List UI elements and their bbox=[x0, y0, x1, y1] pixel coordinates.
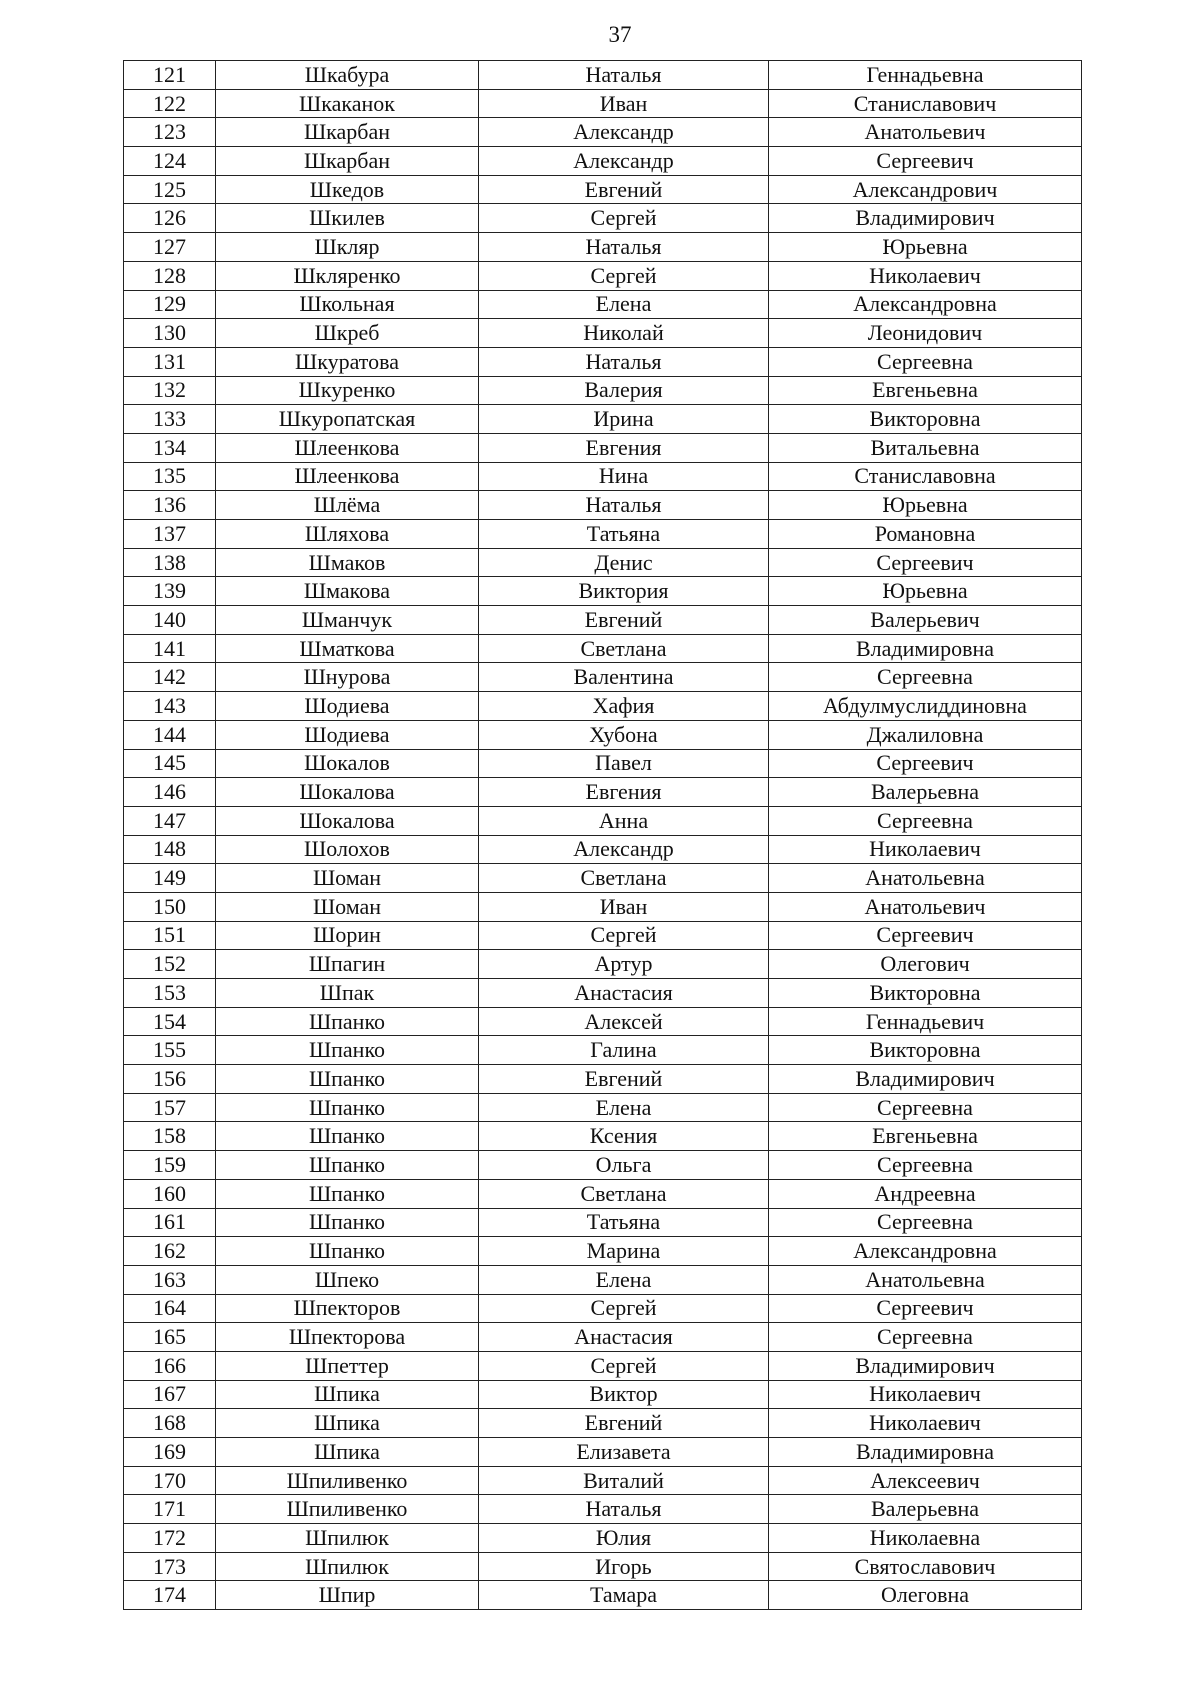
surname-cell: Шкляр bbox=[216, 233, 479, 262]
first-name-cell: Светлана bbox=[479, 634, 769, 663]
surname-cell: Шпика bbox=[216, 1380, 479, 1409]
patronymic-cell: Евгеньевна bbox=[769, 376, 1082, 405]
row-number-cell: 147 bbox=[124, 806, 216, 835]
row-number-cell: 123 bbox=[124, 118, 216, 147]
table-row bbox=[124, 892, 1082, 921]
table-row bbox=[124, 118, 1082, 147]
table-row bbox=[124, 376, 1082, 405]
patronymic-cell: Юрьевна bbox=[769, 233, 1082, 262]
row-number-cell: 169 bbox=[124, 1438, 216, 1467]
row-number-cell: 163 bbox=[124, 1265, 216, 1294]
table-row bbox=[124, 1409, 1082, 1438]
surname-cell: Шкабура bbox=[216, 61, 479, 90]
row-number-cell: 130 bbox=[124, 319, 216, 348]
first-name-cell: Сергей bbox=[479, 921, 769, 950]
first-name-cell: Хафия bbox=[479, 692, 769, 721]
surname-cell: Шпекторова bbox=[216, 1323, 479, 1352]
patronymic-cell: Сергеевич bbox=[769, 1294, 1082, 1323]
surname-cell: Шпанко bbox=[216, 1179, 479, 1208]
surname-cell: Шпанко bbox=[216, 1208, 479, 1237]
patronymic-cell: Сергеевич bbox=[769, 921, 1082, 950]
first-name-cell: Хубона bbox=[479, 720, 769, 749]
first-name-cell: Иван bbox=[479, 89, 769, 118]
table-row bbox=[124, 61, 1082, 90]
table-row bbox=[124, 147, 1082, 176]
row-number-cell: 122 bbox=[124, 89, 216, 118]
patronymic-cell: Сергеевна bbox=[769, 1208, 1082, 1237]
table-row bbox=[124, 1122, 1082, 1151]
surname-cell: Шмаков bbox=[216, 548, 479, 577]
first-name-cell: Алексей bbox=[479, 1007, 769, 1036]
surname-cell: Шолохов bbox=[216, 835, 479, 864]
first-name-cell: Евгения bbox=[479, 433, 769, 462]
patronymic-cell: Владимировна bbox=[769, 1438, 1082, 1467]
surname-cell: Шпилюк bbox=[216, 1524, 479, 1553]
table-row bbox=[124, 835, 1082, 864]
patronymic-cell: Алексеевич bbox=[769, 1466, 1082, 1495]
row-number-cell: 132 bbox=[124, 376, 216, 405]
patronymic-cell: Юрьевна bbox=[769, 577, 1082, 606]
row-number-cell: 152 bbox=[124, 950, 216, 979]
patronymic-cell: Викторовна bbox=[769, 979, 1082, 1008]
row-number-cell: 168 bbox=[124, 1409, 216, 1438]
page-number: 37 bbox=[608, 22, 632, 47]
row-number-cell: 143 bbox=[124, 692, 216, 721]
row-number-cell: 160 bbox=[124, 1179, 216, 1208]
first-name-cell: Евгений bbox=[479, 175, 769, 204]
table-row bbox=[124, 1294, 1082, 1323]
patronymic-cell: Валерьевна bbox=[769, 778, 1082, 807]
first-name-cell: Светлана bbox=[479, 864, 769, 893]
first-name-cell: Денис bbox=[479, 548, 769, 577]
row-number-cell: 161 bbox=[124, 1208, 216, 1237]
first-name-cell: Николай bbox=[479, 319, 769, 348]
first-name-cell: Светлана bbox=[479, 1179, 769, 1208]
table-row bbox=[124, 1495, 1082, 1524]
first-name-cell: Тамара bbox=[479, 1581, 769, 1610]
first-name-cell: Наталья bbox=[479, 233, 769, 262]
table-row bbox=[124, 864, 1082, 893]
first-name-cell: Евгений bbox=[479, 606, 769, 635]
patronymic-cell: Станиславович bbox=[769, 89, 1082, 118]
patronymic-cell: Витальевна bbox=[769, 433, 1082, 462]
patronymic-cell: Александровна bbox=[769, 1237, 1082, 1266]
table-row bbox=[124, 663, 1082, 692]
first-name-cell: Сергей bbox=[479, 1351, 769, 1380]
surname-cell: Шпеко bbox=[216, 1265, 479, 1294]
first-name-cell: Елизавета bbox=[479, 1438, 769, 1467]
surname-cell: Шнурова bbox=[216, 663, 479, 692]
row-number-cell: 141 bbox=[124, 634, 216, 663]
first-name-cell: Валентина bbox=[479, 663, 769, 692]
table-row bbox=[124, 1466, 1082, 1495]
surname-cell: Шоман bbox=[216, 892, 479, 921]
surname-cell: Школьная bbox=[216, 290, 479, 319]
row-number-cell: 127 bbox=[124, 233, 216, 262]
table-row bbox=[124, 1351, 1082, 1380]
table-row bbox=[124, 1524, 1082, 1553]
first-name-cell: Наталья bbox=[479, 347, 769, 376]
row-number-cell: 149 bbox=[124, 864, 216, 893]
row-number-cell: 167 bbox=[124, 1380, 216, 1409]
table-row bbox=[124, 462, 1082, 491]
first-name-cell: Елена bbox=[479, 1265, 769, 1294]
surname-cell: Шкуренко bbox=[216, 376, 479, 405]
row-number-cell: 121 bbox=[124, 61, 216, 90]
row-number-cell: 157 bbox=[124, 1093, 216, 1122]
surname-cell: Шорин bbox=[216, 921, 479, 950]
table-row bbox=[124, 1208, 1082, 1237]
row-number-cell: 172 bbox=[124, 1524, 216, 1553]
first-name-cell: Елена bbox=[479, 1093, 769, 1122]
surname-cell: Шпак bbox=[216, 979, 479, 1008]
surname-cell: Шкарбан bbox=[216, 118, 479, 147]
surname-cell: Шпанко bbox=[216, 1036, 479, 1065]
row-number-cell: 129 bbox=[124, 290, 216, 319]
surname-cell: Шлеенкова bbox=[216, 433, 479, 462]
row-number-cell: 146 bbox=[124, 778, 216, 807]
patronymic-cell: Николаевна bbox=[769, 1524, 1082, 1553]
patronymic-cell: Николаевич bbox=[769, 261, 1082, 290]
surname-cell: Шкилев bbox=[216, 204, 479, 233]
table-row bbox=[124, 347, 1082, 376]
row-number-cell: 153 bbox=[124, 979, 216, 1008]
table-row bbox=[124, 1552, 1082, 1581]
first-name-cell: Александр bbox=[479, 835, 769, 864]
first-name-cell: Галина bbox=[479, 1036, 769, 1065]
surname-cell: Шкуратова bbox=[216, 347, 479, 376]
surname-cell: Шлеенкова bbox=[216, 462, 479, 491]
patronymic-cell: Владимирович bbox=[769, 204, 1082, 233]
table-row bbox=[124, 290, 1082, 319]
surname-cell: Шматкова bbox=[216, 634, 479, 663]
table-row bbox=[124, 433, 1082, 462]
table-row bbox=[124, 1179, 1082, 1208]
table-row bbox=[124, 1438, 1082, 1467]
patronymic-cell: Викторовна bbox=[769, 1036, 1082, 1065]
table-row bbox=[124, 950, 1082, 979]
row-number-cell: 156 bbox=[124, 1065, 216, 1094]
first-name-cell: Виталий bbox=[479, 1466, 769, 1495]
patronymic-cell: Романовна bbox=[769, 520, 1082, 549]
row-number-cell: 151 bbox=[124, 921, 216, 950]
first-name-cell: Ксения bbox=[479, 1122, 769, 1151]
patronymic-cell: Андреевна bbox=[769, 1179, 1082, 1208]
row-number-cell: 171 bbox=[124, 1495, 216, 1524]
patronymic-cell: Николаевич bbox=[769, 1409, 1082, 1438]
surname-cell: Шкедов bbox=[216, 175, 479, 204]
first-name-cell: Сергей bbox=[479, 261, 769, 290]
patronymic-cell: Валерьевна bbox=[769, 1495, 1082, 1524]
patronymic-cell: Валерьевич bbox=[769, 606, 1082, 635]
surname-cell: Шпагин bbox=[216, 950, 479, 979]
first-name-cell: Анастасия bbox=[479, 979, 769, 1008]
patronymic-cell: Сергеевна bbox=[769, 806, 1082, 835]
table-row bbox=[124, 1323, 1082, 1352]
row-number-cell: 135 bbox=[124, 462, 216, 491]
first-name-cell: Елена bbox=[479, 290, 769, 319]
row-number-cell: 165 bbox=[124, 1323, 216, 1352]
surname-cell: Шпанко bbox=[216, 1065, 479, 1094]
table-row bbox=[124, 577, 1082, 606]
row-number-cell: 155 bbox=[124, 1036, 216, 1065]
patronymic-cell: Владимировна bbox=[769, 634, 1082, 663]
table-row bbox=[124, 692, 1082, 721]
row-number-cell: 139 bbox=[124, 577, 216, 606]
table-row bbox=[124, 634, 1082, 663]
first-name-cell: Евгения bbox=[479, 778, 769, 807]
table-row bbox=[124, 233, 1082, 262]
surname-cell: Шокалова bbox=[216, 778, 479, 807]
row-number-cell: 125 bbox=[124, 175, 216, 204]
surname-cell: Шодиева bbox=[216, 692, 479, 721]
patronymic-cell: Николаевич bbox=[769, 835, 1082, 864]
surname-cell: Шкуропатская bbox=[216, 405, 479, 434]
table-row bbox=[124, 1007, 1082, 1036]
patronymic-cell: Юрьевна bbox=[769, 491, 1082, 520]
surname-cell: Шокалов bbox=[216, 749, 479, 778]
surname-cell: Шпика bbox=[216, 1438, 479, 1467]
surname-cell: Шпилюк bbox=[216, 1552, 479, 1581]
first-name-cell: Сергей bbox=[479, 204, 769, 233]
surname-cell: Шкреб bbox=[216, 319, 479, 348]
patronymic-cell: Сергеевич bbox=[769, 749, 1082, 778]
table-row bbox=[124, 1093, 1082, 1122]
table-row bbox=[124, 261, 1082, 290]
surname-cell: Шлёма bbox=[216, 491, 479, 520]
surname-cell: Шпиливенко bbox=[216, 1495, 479, 1524]
patronymic-cell: Геннадьевна bbox=[769, 61, 1082, 90]
row-number-cell: 164 bbox=[124, 1294, 216, 1323]
table-row bbox=[124, 806, 1082, 835]
patronymic-cell: Анатольевич bbox=[769, 892, 1082, 921]
row-number-cell: 140 bbox=[124, 606, 216, 635]
patronymic-cell: Александрович bbox=[769, 175, 1082, 204]
patronymic-cell: Сергеевна bbox=[769, 663, 1082, 692]
table-row bbox=[124, 979, 1082, 1008]
first-name-cell: Юлия bbox=[479, 1524, 769, 1553]
surname-cell: Шкляренко bbox=[216, 261, 479, 290]
table-row bbox=[124, 1065, 1082, 1094]
surname-cell: Шпика bbox=[216, 1409, 479, 1438]
patronymic-cell: Геннадьевич bbox=[769, 1007, 1082, 1036]
row-number-cell: 142 bbox=[124, 663, 216, 692]
table-row bbox=[124, 1265, 1082, 1294]
row-number-cell: 150 bbox=[124, 892, 216, 921]
first-name-cell: Нина bbox=[479, 462, 769, 491]
patronymic-cell: Святославович bbox=[769, 1552, 1082, 1581]
register-table-body bbox=[124, 61, 1082, 1610]
first-name-cell: Татьяна bbox=[479, 520, 769, 549]
surname-cell: Шпир bbox=[216, 1581, 479, 1610]
surname-cell: Шкарбан bbox=[216, 147, 479, 176]
row-number-cell: 154 bbox=[124, 1007, 216, 1036]
table-row bbox=[124, 204, 1082, 233]
first-name-cell: Виктория bbox=[479, 577, 769, 606]
row-number-cell: 158 bbox=[124, 1122, 216, 1151]
row-number-cell: 144 bbox=[124, 720, 216, 749]
surname-cell: Шпанко bbox=[216, 1151, 479, 1180]
row-number-cell: 173 bbox=[124, 1552, 216, 1581]
row-number-cell: 170 bbox=[124, 1466, 216, 1495]
row-number-cell: 137 bbox=[124, 520, 216, 549]
surname-cell: Шодиева bbox=[216, 720, 479, 749]
table-row bbox=[124, 1151, 1082, 1180]
table-row bbox=[124, 405, 1082, 434]
row-number-cell: 166 bbox=[124, 1351, 216, 1380]
first-name-cell: Марина bbox=[479, 1237, 769, 1266]
patronymic-cell: Сергеевич bbox=[769, 548, 1082, 577]
table-row bbox=[124, 175, 1082, 204]
name-register-table bbox=[123, 60, 1082, 1610]
row-number-cell: 159 bbox=[124, 1151, 216, 1180]
table-row bbox=[124, 1581, 1082, 1610]
row-number-cell: 174 bbox=[124, 1581, 216, 1610]
first-name-cell: Евгений bbox=[479, 1065, 769, 1094]
patronymic-cell: Сергеевна bbox=[769, 1093, 1082, 1122]
patronymic-cell: Станиславовна bbox=[769, 462, 1082, 491]
first-name-cell: Ирина bbox=[479, 405, 769, 434]
table-row bbox=[124, 491, 1082, 520]
table-row bbox=[124, 606, 1082, 635]
patronymic-cell: Владимирович bbox=[769, 1351, 1082, 1380]
first-name-cell: Анна bbox=[479, 806, 769, 835]
patronymic-cell: Викторовна bbox=[769, 405, 1082, 434]
patronymic-cell: Анатольевич bbox=[769, 118, 1082, 147]
surname-cell: Шманчук bbox=[216, 606, 479, 635]
table-row bbox=[124, 1380, 1082, 1409]
surname-cell: Шпиливенко bbox=[216, 1466, 479, 1495]
first-name-cell: Татьяна bbox=[479, 1208, 769, 1237]
table-row bbox=[124, 749, 1082, 778]
first-name-cell: Валерия bbox=[479, 376, 769, 405]
row-number-cell: 126 bbox=[124, 204, 216, 233]
row-number-cell: 134 bbox=[124, 433, 216, 462]
patronymic-cell: Сергеевна bbox=[769, 1151, 1082, 1180]
patronymic-cell: Анатольевна bbox=[769, 1265, 1082, 1294]
surname-cell: Шокалова bbox=[216, 806, 479, 835]
surname-cell: Шпекторов bbox=[216, 1294, 479, 1323]
row-number-cell: 124 bbox=[124, 147, 216, 176]
row-number-cell: 136 bbox=[124, 491, 216, 520]
first-name-cell: Анастасия bbox=[479, 1323, 769, 1352]
patronymic-cell: Владимирович bbox=[769, 1065, 1082, 1094]
first-name-cell: Сергей bbox=[479, 1294, 769, 1323]
table-row bbox=[124, 921, 1082, 950]
patronymic-cell: Джалиловна bbox=[769, 720, 1082, 749]
patronymic-cell: Леонидович bbox=[769, 319, 1082, 348]
patronymic-cell: Александровна bbox=[769, 290, 1082, 319]
table-row bbox=[124, 1237, 1082, 1266]
surname-cell: Шляхова bbox=[216, 520, 479, 549]
first-name-cell: Наталья bbox=[479, 491, 769, 520]
first-name-cell: Виктор bbox=[479, 1380, 769, 1409]
surname-cell: Шмакова bbox=[216, 577, 479, 606]
patronymic-cell: Анатольевна bbox=[769, 864, 1082, 893]
table-row bbox=[124, 548, 1082, 577]
first-name-cell: Александр bbox=[479, 147, 769, 176]
table-row bbox=[124, 89, 1082, 118]
patronymic-cell: Николаевич bbox=[769, 1380, 1082, 1409]
table-row bbox=[124, 720, 1082, 749]
row-number-cell: 131 bbox=[124, 347, 216, 376]
surname-cell: Шпеттер bbox=[216, 1351, 479, 1380]
first-name-cell: Артур bbox=[479, 950, 769, 979]
table-row bbox=[124, 319, 1082, 348]
row-number-cell: 145 bbox=[124, 749, 216, 778]
first-name-cell: Игорь bbox=[479, 1552, 769, 1581]
table-row bbox=[124, 1036, 1082, 1065]
patronymic-cell: Абдулмуслиддиновна bbox=[769, 692, 1082, 721]
patronymic-cell: Сергеевич bbox=[769, 147, 1082, 176]
table-row bbox=[124, 520, 1082, 549]
first-name-cell: Наталья bbox=[479, 61, 769, 90]
patronymic-cell: Сергеевна bbox=[769, 1323, 1082, 1352]
table-row bbox=[124, 778, 1082, 807]
surname-cell: Шпанко bbox=[216, 1093, 479, 1122]
patronymic-cell: Олеговна bbox=[769, 1581, 1082, 1610]
surname-cell: Шкаканок bbox=[216, 89, 479, 118]
surname-cell: Шпанко bbox=[216, 1122, 479, 1151]
row-number-cell: 138 bbox=[124, 548, 216, 577]
row-number-cell: 148 bbox=[124, 835, 216, 864]
row-number-cell: 128 bbox=[124, 261, 216, 290]
first-name-cell: Евгений bbox=[479, 1409, 769, 1438]
first-name-cell: Ольга bbox=[479, 1151, 769, 1180]
patronymic-cell: Евгеньевна bbox=[769, 1122, 1082, 1151]
patronymic-cell: Сергеевна bbox=[769, 347, 1082, 376]
first-name-cell: Павел bbox=[479, 749, 769, 778]
surname-cell: Шоман bbox=[216, 864, 479, 893]
row-number-cell: 162 bbox=[124, 1237, 216, 1266]
first-name-cell: Наталья bbox=[479, 1495, 769, 1524]
surname-cell: Шпанко bbox=[216, 1237, 479, 1266]
first-name-cell: Александр bbox=[479, 118, 769, 147]
first-name-cell: Иван bbox=[479, 892, 769, 921]
patronymic-cell: Олегович bbox=[769, 950, 1082, 979]
surname-cell: Шпанко bbox=[216, 1007, 479, 1036]
row-number-cell: 133 bbox=[124, 405, 216, 434]
